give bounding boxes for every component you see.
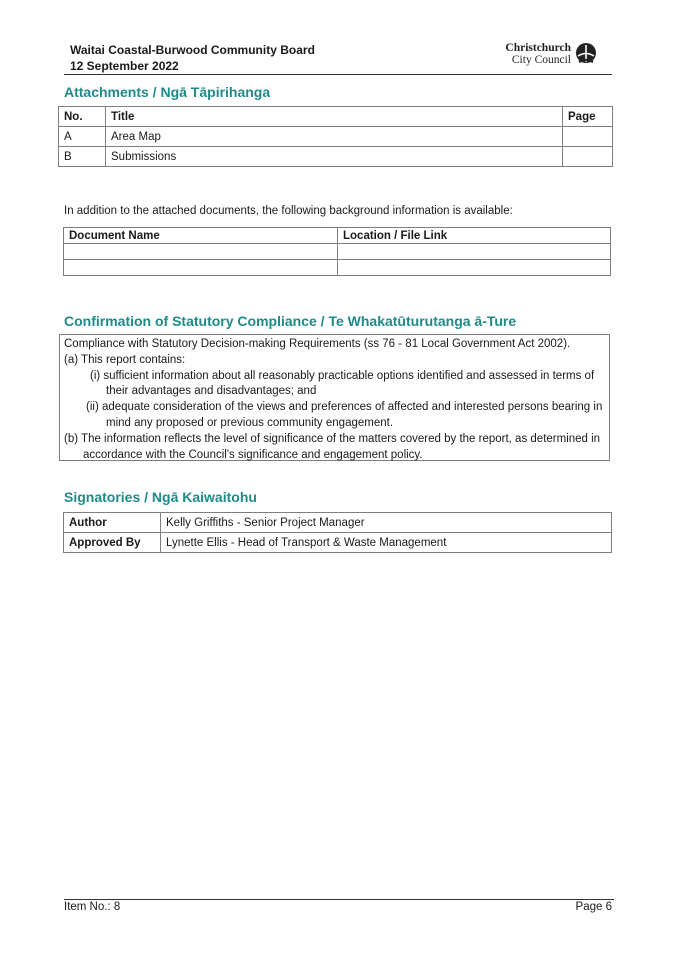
attachments-heading: Attachments / Ngā Tāpirihanga (64, 84, 271, 100)
logo-line-1: Christchurch (505, 42, 571, 54)
footer-page-number: Page 6 (575, 901, 612, 913)
attachment-no: B (59, 147, 106, 167)
compliance-item-a: (a) This report contains: (64, 353, 186, 366)
attachment-title: Submissions (106, 147, 563, 167)
signatories-heading: Signatories / Ngā Kaiwaitohu (64, 489, 257, 505)
background-intro: In addition to the attached documents, the following background information is available: (64, 205, 513, 217)
compliance-item-b: (b) The information reflects the level of significance of the matters covered by the report, as determined in accordance with the Council's significance and engagement policy. (64, 432, 601, 461)
compliance-intro: Compliance with Statutory Decision-making Requirements (ss 76 - 81 Local Government Act 2002). (64, 338, 571, 350)
signatory-role: Approved By (64, 533, 161, 553)
empty-cell (338, 244, 611, 260)
table-row (59, 147, 613, 167)
signatory-name: Kelly Griffiths - Senior Project Manager (161, 513, 612, 533)
footer-divider (64, 899, 614, 900)
table-header-row (64, 228, 611, 244)
council-logo (495, 42, 601, 68)
compliance-box (59, 334, 610, 461)
attachment-page (563, 147, 613, 167)
council-emblem-icon (574, 42, 598, 66)
column-header-document-name: Document Name (64, 228, 338, 244)
signatories-table (63, 512, 612, 553)
background-table (63, 227, 611, 276)
header-divider (64, 74, 612, 75)
column-header-location: Location / File Link (338, 228, 611, 244)
column-header-page: Page (563, 107, 613, 127)
compliance-item-i: (i) sufficient information about all reasonably practicable options identified and assessed in terms of their advantages and disadvantages; and (90, 369, 595, 398)
signatory-name: Lynette Ellis - Head of Transport & Waste Management (161, 533, 612, 553)
board-name: Waitai Coastal-Burwood Community Board (70, 43, 315, 57)
footer-item-number: Item No.: 8 (64, 901, 121, 913)
table-row (64, 533, 612, 553)
column-header-no: No. (59, 107, 106, 127)
signatory-role: Author (64, 513, 161, 533)
logo-line-2: City Council (511, 54, 571, 66)
table-header-row (59, 107, 613, 127)
meeting-date: 12 September 2022 (70, 59, 179, 73)
page-header (70, 42, 315, 74)
empty-cell (338, 260, 611, 276)
table-row (64, 513, 612, 533)
column-header-title: Title (106, 107, 563, 127)
table-row (64, 244, 611, 260)
empty-cell (64, 244, 338, 260)
attachment-page (563, 127, 613, 147)
compliance-heading: Confirmation of Statutory Compliance / Te Whakatūturutanga ā-Ture (64, 313, 517, 329)
attachments-table (58, 106, 613, 167)
compliance-item-ii: (ii) adequate consideration of the views and preferences of affected and interested persons bearing in mind any proposed or previous community engagement. (86, 401, 603, 429)
table-row (64, 260, 611, 276)
attachment-title: Area Map (106, 127, 563, 147)
empty-cell (64, 260, 338, 276)
table-row (59, 127, 613, 147)
attachment-no: A (59, 127, 106, 147)
